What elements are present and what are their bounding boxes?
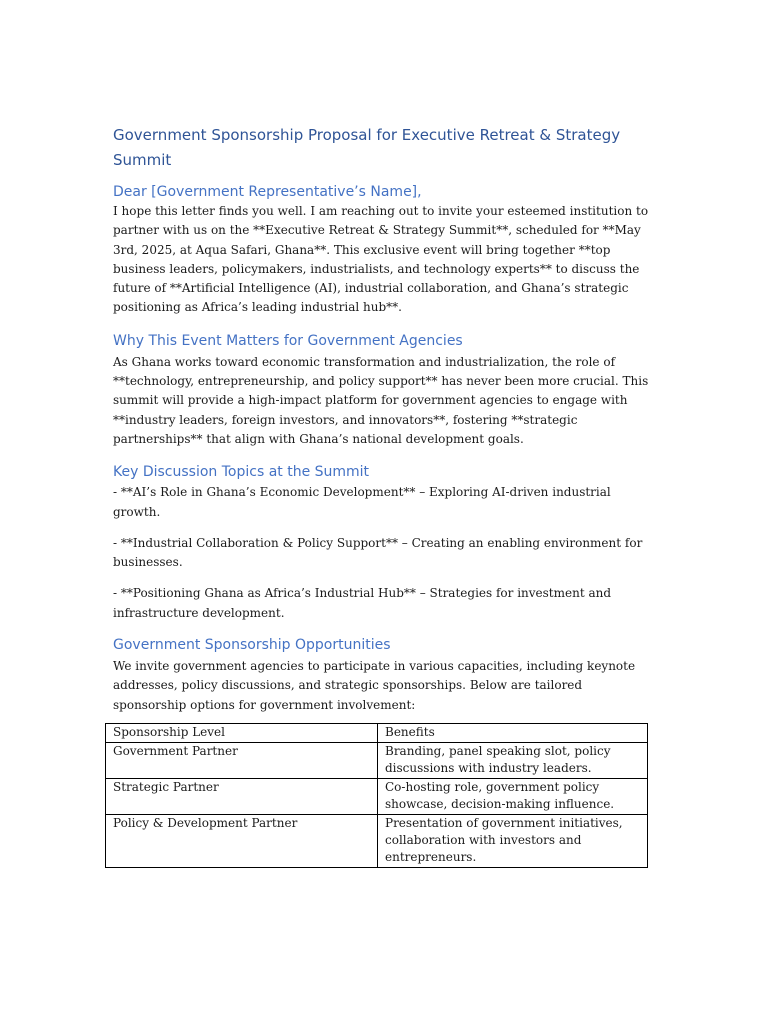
intro-paragraph: I hope this letter finds you well. I am reaching out to invite your esteemed institution to partner with us on the **Executive Retreat & Strategy Summit**, scheduled for **May 3rd, 2025, at Aqua Safari, Ghana**. This exclusive event will bring together **top business leaders, policymakers, industrialists, and technology experts** to discuss the future of **Artificial Intelligence (AI), industrial collaboration, and Ghana’s strategic positioning as Africa’s leading industrial hub**. xyxy=(113,204,649,315)
opportunities-paragraph: We invite government agencies to participate in various capacities, including keynote addresses, policy discussions, and strategic sponsorships. Below are tailored sponsorship options for government involvement: xyxy=(113,659,636,712)
table-header-cell: Benefits xyxy=(378,724,648,743)
table-cell-benefits: Co-hosting role, government policy showcase, decision-making influence. xyxy=(378,779,648,815)
sponsorship-table xyxy=(105,723,648,868)
opportunities-heading: Government Sponsorship Opportunities xyxy=(113,637,391,654)
table-row xyxy=(106,743,648,779)
why-paragraph: As Ghana works toward economic transformation and industrialization, the role of **technology, entrepreneurship, and policy support** has never been more crucial. This summit will provide a high-impact platform for government agencies to engage with **industry leaders, foreign investors, and innovators**, fostering **strategic partnerships** that align with Ghana’s national development goals. xyxy=(113,354,649,446)
document-body xyxy=(113,123,653,715)
table-cell-level: Policy & Development Partner xyxy=(106,815,378,868)
topic-item: - **AI’s Role in Ghana’s Economic Development** – Exploring AI-driven industrial growth. xyxy=(113,485,611,519)
table-row xyxy=(106,815,648,868)
table-cell-benefits: Branding, panel speaking slot, policy discussions with industry leaders. xyxy=(378,743,648,779)
greeting-heading: Dear [Government Representative’s Name], xyxy=(113,184,422,200)
topics-list xyxy=(113,483,653,623)
table-cell-level: Strategic Partner xyxy=(106,779,378,815)
document-title: Government Sponsorship Proposal for Executive Retreat & Strategy Summit xyxy=(113,126,621,169)
topic-item: - **Industrial Collaboration & Policy Support** – Creating an enabling environment for businesses. xyxy=(113,535,643,570)
table-header-row xyxy=(106,724,648,743)
topic-item: - **Positioning Ghana as Africa’s Industrial Hub** – Strategies for investment and infrastructure development. xyxy=(113,586,612,620)
table-cell-benefits: Presentation of government initiatives, collaboration with investors and entrepreneurs. xyxy=(378,815,648,868)
table-header-cell: Sponsorship Level xyxy=(106,724,378,743)
table-row xyxy=(106,779,648,815)
table-cell-level: Government Partner xyxy=(106,743,378,779)
topics-heading: Key Discussion Topics at the Summit xyxy=(113,464,370,481)
why-heading: Why This Event Matters for Government Agencies xyxy=(113,332,463,349)
